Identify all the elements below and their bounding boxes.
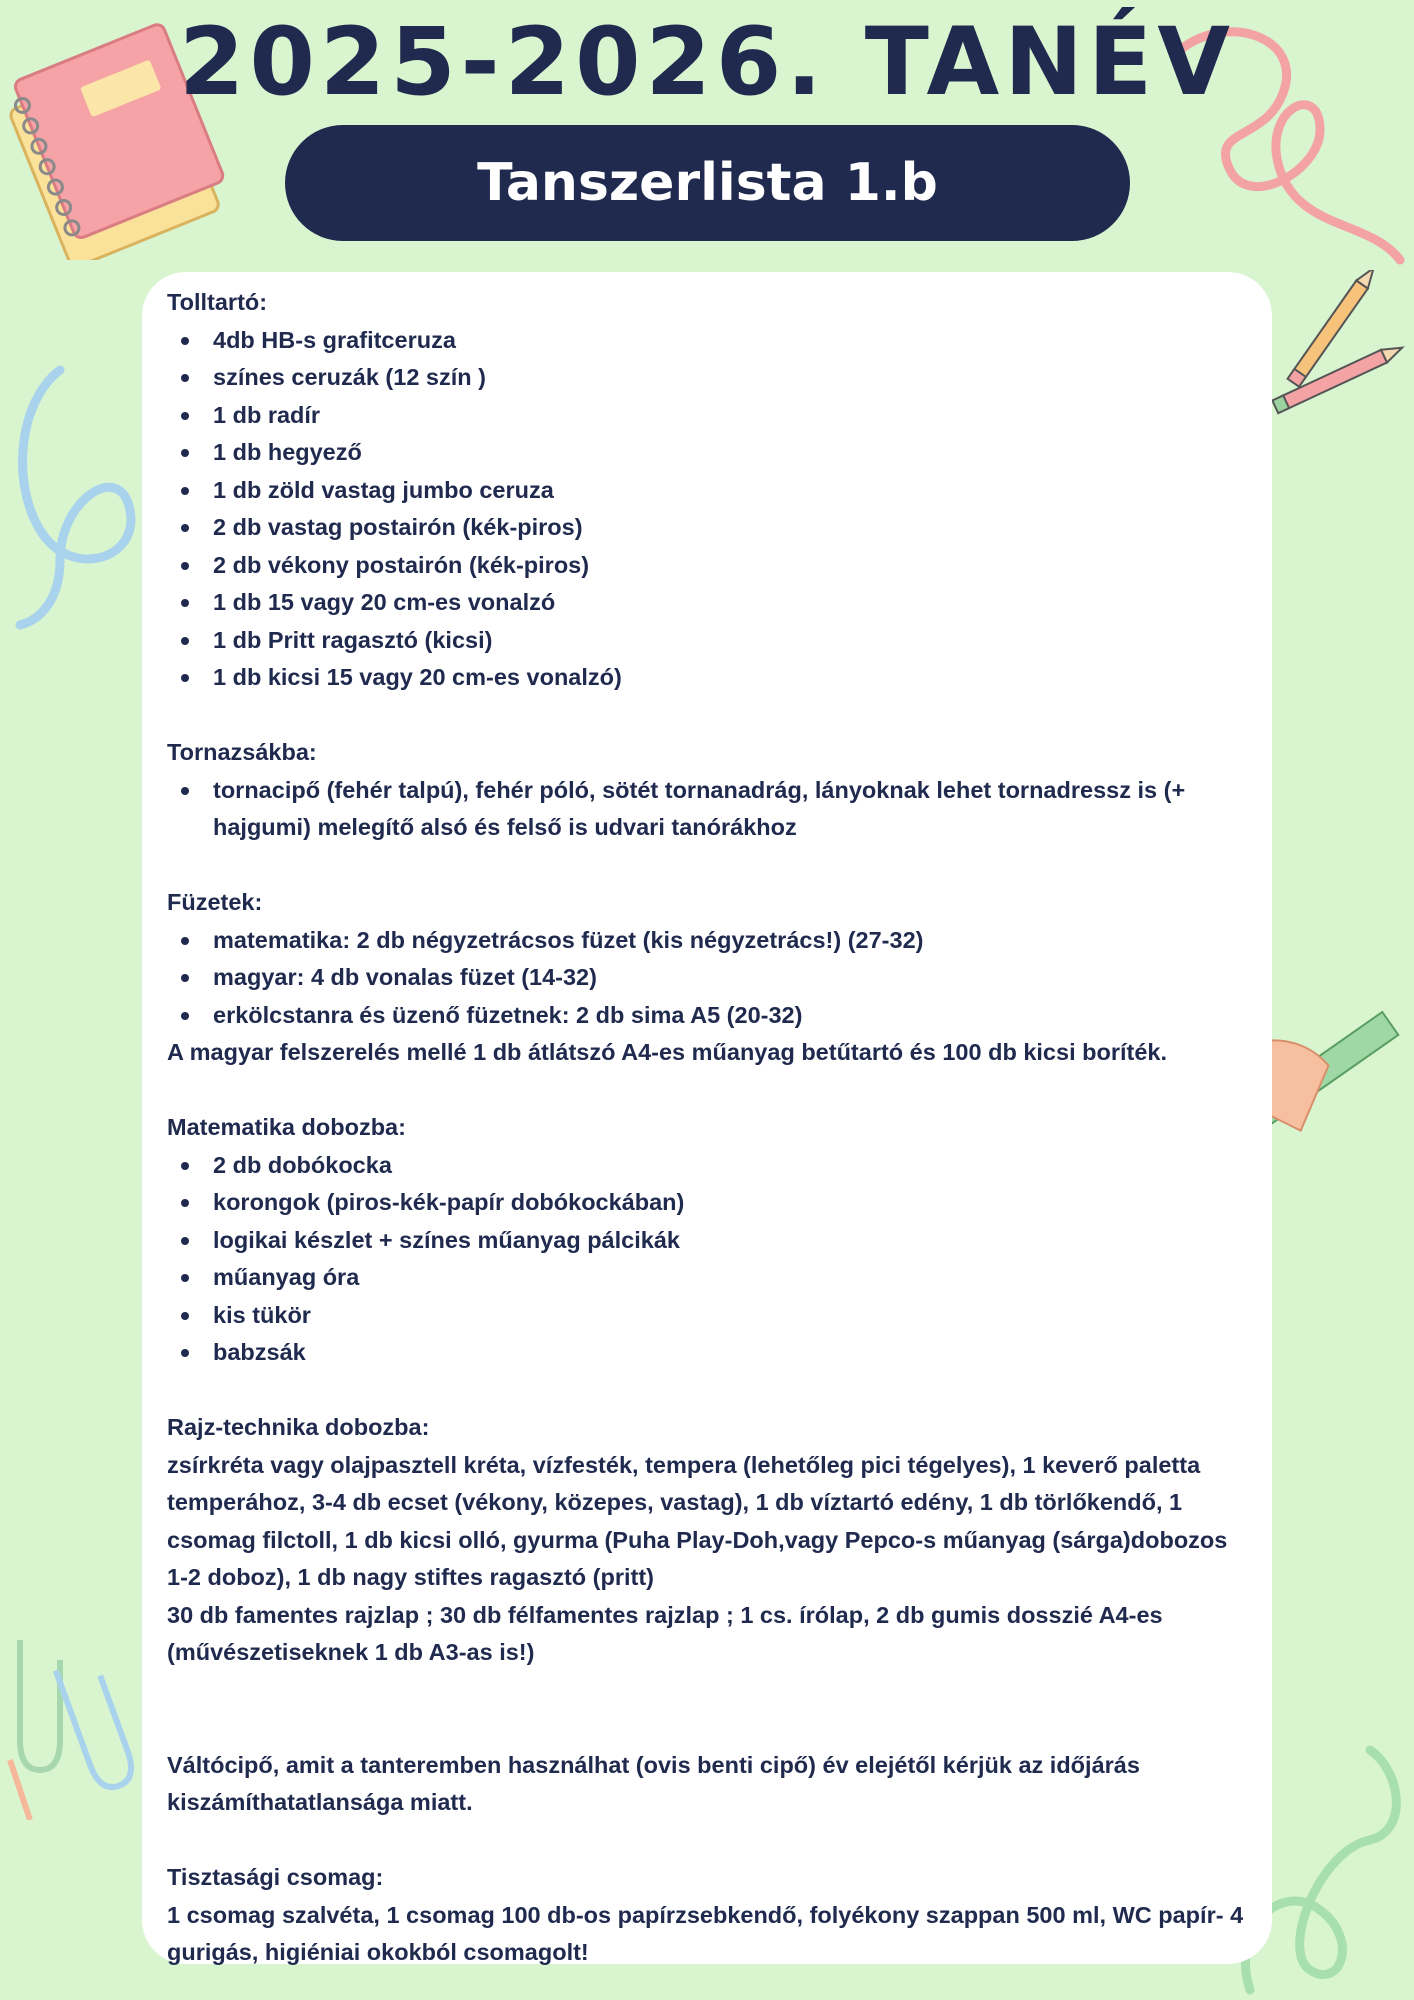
list-item: műanyag óra xyxy=(167,1259,1250,1297)
bullet-list xyxy=(167,1147,1250,1372)
list-item: erkölcstanra és üzenő füzetnek: 2 db sima A5 (20-32) xyxy=(167,997,1250,1035)
list-item: 1 db zöld vastag jumbo ceruza xyxy=(167,472,1250,510)
section-matematika xyxy=(167,1109,1250,1372)
list-item: 2 db dobókocka xyxy=(167,1147,1250,1185)
list-item: logikai készlet + színes műanyag pálcikák xyxy=(167,1222,1250,1260)
blue-squiggle-decoration xyxy=(0,360,145,630)
section-valtocipo xyxy=(167,1747,1250,1822)
list-title: Tanszerlista 1.b xyxy=(477,153,938,213)
section-fuzetek xyxy=(167,884,1250,1072)
list-item: 1 db 15 vagy 20 cm-es vonalzó xyxy=(167,584,1250,622)
section-paragraph: 30 db famentes rajzlap ; 30 db félfamentes rajzlap ; 1 cs. írólap, 2 db gumis dosszié A4-es (művészetiseknek 1 db A3-as is!) xyxy=(167,1601,1163,1665)
section-heading: Tisztasági csomag: xyxy=(167,1864,384,1890)
list-item: tornacipő (fehér talpú), fehér póló, sötét tornanadrág, lányoknak lehet tornadressz is (+ hajgumi) melegítő alsó és felső is udvari tanórákhoz xyxy=(167,772,1250,847)
pencil-illustration xyxy=(1270,270,1414,420)
section-heading: Füzetek: xyxy=(167,889,263,915)
list-item: magyar: 4 db vonalas füzet (14-32) xyxy=(167,959,1250,997)
list-item: 1 db hegyező xyxy=(167,434,1250,472)
list-item: 4db HB-s grafitceruza xyxy=(167,322,1250,360)
section-tolltarto xyxy=(167,284,1250,697)
list-item: 2 db vékony postairón (kék-piros) xyxy=(167,547,1250,585)
list-item: matematika: 2 db négyzetrácsos füzet (kis négyzetrács!) (27-32) xyxy=(167,922,1250,960)
list-item: korongok (piros-kék-papír dobókockában) xyxy=(167,1184,1250,1222)
section-paragraph: zsírkréta vagy olajpasztell kréta, vízfesték, tempera (lehetőleg pici tégelyes), 1 keverő paletta temperához, 3-4 db ecset (vékony, közepes, vastag), 1 db víztartó edény, 1 db törlőkendő, 1 csomag filctoll, 1 db kicsi olló, gyurma (Puha Play-Doh,vagy Pepco-s műanyag (sárga)dobozos 1-2 doboz), 1 db nagy stiftes ragasztó (pritt) xyxy=(167,1451,1228,1590)
spacer xyxy=(167,1709,1250,1747)
list-title-banner xyxy=(285,125,1130,241)
list-item: 2 db vastag postairón (kék-piros) xyxy=(167,509,1250,547)
bullet-list xyxy=(167,322,1250,697)
section-paragraph: Váltócipő, amit a tanteremben használhat (ovis benti cipő) év elejétől kérjük az időjárás kiszámíthatatlansága miatt. xyxy=(167,1751,1140,1815)
list-item: babzsák xyxy=(167,1334,1250,1372)
section-rajz xyxy=(167,1409,1250,1672)
list-item: 1 db kicsi 15 vagy 20 cm-es vonalzó) xyxy=(167,659,1250,697)
list-item: színes ceruzák (12 szín ) xyxy=(167,359,1250,397)
year-title: 2025-2026. TANÉV xyxy=(179,8,1235,117)
bullet-list xyxy=(167,772,1250,847)
section-tisztasagi xyxy=(167,1859,1250,1972)
supply-list-card xyxy=(142,272,1272,1964)
list-item: 1 db radír xyxy=(167,397,1250,435)
section-heading: Matematika dobozba: xyxy=(167,1114,406,1140)
list-item: 1 db Pritt ragasztó (kicsi) xyxy=(167,622,1250,660)
section-tornazsak xyxy=(167,734,1250,847)
paperclip-illustration xyxy=(0,1620,150,1820)
section-heading: Rajz-technika dobozba: xyxy=(167,1414,430,1440)
section-heading: Tolltartó: xyxy=(167,289,268,315)
bullet-list xyxy=(167,922,1250,1035)
section-note: A magyar felszerelés mellé 1 db átlátszó A4-es műanyag betűtartó és 100 db kicsi boríték. xyxy=(167,1039,1168,1065)
section-heading: Tornazsákba: xyxy=(167,739,317,765)
list-item: kis tükör xyxy=(167,1297,1250,1335)
section-paragraph: 1 csomag szalvéta, 1 csomag 100 db-os papírzsebkendő, folyékony szappan 500 ml, WC papír- 4 gurigás, higiéniai okokból csomagolt! xyxy=(167,1901,1244,1965)
